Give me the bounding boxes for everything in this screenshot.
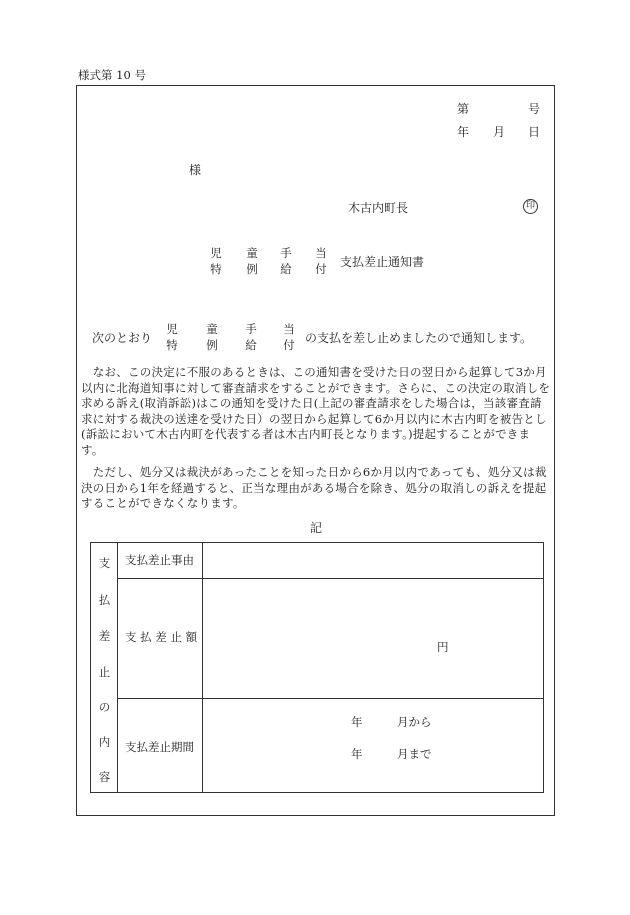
ki-heading: 記 xyxy=(310,521,323,535)
side-label-char: の xyxy=(98,700,111,714)
table-divider-label xyxy=(202,543,203,792)
table-row-line-1 xyxy=(117,578,543,579)
date-day: 日 xyxy=(528,125,541,139)
period-from-year: 年 xyxy=(351,715,363,729)
notice-suffix: の支払を差し止めましたので通知します。 xyxy=(305,331,533,345)
amount-unit: 円 xyxy=(437,640,449,654)
number-suffix: 号 xyxy=(528,102,541,116)
table-row-line-2 xyxy=(117,698,543,699)
notice-char-col-3: 手 給 xyxy=(245,322,257,352)
amount-label: 支 払 差 止 額 xyxy=(125,630,198,644)
period-from-month: 月から xyxy=(397,715,432,729)
side-label-char: 支 xyxy=(98,556,111,570)
notice-char-col-2: 童 例 xyxy=(206,322,218,352)
document-title: 支払差止通知書 xyxy=(340,255,425,269)
date-year: 年 xyxy=(457,125,470,139)
period-to-year: 年 xyxy=(351,747,363,761)
side-label-char: 容 xyxy=(98,770,111,784)
detail-table xyxy=(90,542,544,793)
period-to-month: 月まで xyxy=(397,747,432,761)
seal-mark: 印 xyxy=(523,199,538,214)
sender-name: 木古内町長 xyxy=(348,201,409,215)
title-char-col-1: 児 特 xyxy=(210,246,222,276)
number-prefix: 第 xyxy=(457,102,470,116)
notice-prefix: 次のとおり xyxy=(92,331,153,345)
reason-label: 支払差止事由 xyxy=(125,553,194,567)
notice-char-col-4: 当 付 xyxy=(283,322,295,352)
side-label-char: 払 xyxy=(98,593,111,607)
side-label-char: 止 xyxy=(98,665,111,679)
side-label-char: 差 xyxy=(98,629,111,643)
title-char-col-3: 手 給 xyxy=(280,246,292,276)
side-label-char: 内 xyxy=(98,735,111,749)
form-number-label: 様式第 10 号 xyxy=(78,68,146,82)
addressee-suffix: 様 xyxy=(189,163,202,177)
appeal-paragraph: なお、この決定に不服のあるときは、この通知書を受けた日の翌日から起算して3か月 以内に北海道知事に対して審査請求をすることができます。さらに、この決定の取消しを 求める訴え(取消訴訟)はこの通知を受けた日(上記の審査請求をした場合は，当該審査請 求に対する裁決の送達を受けた日）の翌日から起算して6か月以内に木古内町を被告とし (訴訟において木古内町を代表する者は木古内町長となります。)提起することができま す。 xyxy=(81,365,551,457)
date-month: 月 xyxy=(493,125,506,139)
title-char-col-4: 当 付 xyxy=(315,246,327,276)
title-char-col-2: 童 例 xyxy=(246,246,258,276)
period-label: 支払差止期間 xyxy=(125,740,194,754)
notice-char-col-1: 児 特 xyxy=(166,322,178,352)
limitation-paragraph: ただし、処分又は裁決があったことを知った日から6か月以内であっても、処分又は裁 決の日から1年を経過すると、正当な理由がある場合を除き、処分の取消しの訴えを提起 することができなくなります。 xyxy=(81,465,547,510)
